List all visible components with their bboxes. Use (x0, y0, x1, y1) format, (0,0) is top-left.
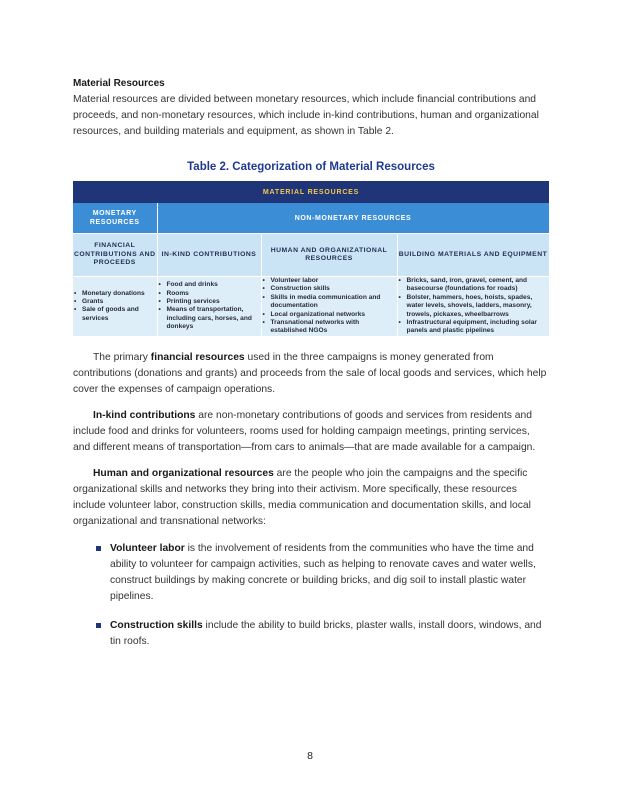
section-heading: Material Resources (73, 78, 165, 89)
list-item: • Means of transportation, including cars, horses, and donkeys (158, 306, 261, 331)
paragraph-term: In-kind contributions (93, 409, 196, 421)
paragraph-text: The primary (93, 351, 151, 363)
in-kind-list (158, 281, 261, 331)
paragraph-text: used in the three campaigns is money generated from contributions (donations and grants) and proceeds from the sale of local goods and services, which help cover the expenses of campaign operations. (73, 351, 547, 395)
list-item: • Volunteer labor (262, 277, 397, 285)
table-top-header: MATERIAL RESOURCES (73, 181, 549, 203)
bullet-term: Volunteer labor (110, 542, 185, 554)
list-item: • Rooms (158, 290, 261, 298)
list-item: • Transnational networks with established NGOs (262, 319, 397, 336)
column-header-in-kind: IN-KIND CONTRIBUTIONS (157, 234, 261, 277)
column-cell-financial (73, 277, 157, 336)
building-list (398, 277, 549, 336)
bullet-term: Construction skills (110, 619, 203, 631)
page-content (73, 78, 549, 663)
resource-bullet-list (73, 541, 549, 650)
list-item: • Skills in media communication and documentation (262, 294, 397, 311)
table-title: Table 2. Categorization of Material Resources (187, 161, 435, 173)
column-cell-human (261, 277, 397, 336)
paragraph-term: Human and organizational resources (93, 467, 274, 479)
bullet-text: include the ability to build bricks, plaster walls, install doors, windows, and tin roofs. (110, 619, 542, 647)
list-item: • Infrastructural equipment, including solar panels and plastic pipelines (398, 319, 549, 336)
square-bullet-icon (96, 546, 101, 551)
column-header-human: HUMAN AND ORGANIZATIONAL RESOURCES (261, 234, 397, 277)
list-item: • Local organizational networks (262, 311, 397, 319)
monetary-header: MONETARY RESOURCES (73, 203, 157, 234)
non-monetary-header: NON-MONETARY RESOURCES (157, 203, 549, 234)
list-item: • Monetary donations (73, 290, 157, 298)
list-item (73, 541, 549, 605)
list-item: • Grants (73, 298, 157, 306)
paragraph-in-kind (73, 408, 549, 456)
column-cell-building (397, 277, 549, 336)
list-item: • Printing services (158, 298, 261, 306)
paragraph-financial (73, 350, 549, 398)
list-item (73, 618, 549, 650)
paragraph-term: financial resources (150, 351, 245, 363)
column-cell-in-kind (157, 277, 261, 336)
human-list (262, 277, 397, 336)
list-item: • Food and drinks (158, 281, 261, 289)
column-header-financial: FINANCIAL CONTRIBUTIONS AND PROCEEDS (73, 234, 157, 277)
intro-paragraph: Material resources are divided between monetary resources, which include financial contributions and proceeds, and non-monetary resources, which include in-kind contributions, human and organizational resources, and building materials and equipment, as shown in Table 2. (73, 94, 539, 137)
financial-list (73, 290, 157, 324)
column-header-building: BUILDING MATERIALS AND EQUIPMENT (397, 234, 549, 277)
page-number: 8 (307, 750, 313, 762)
list-item: • Construction skills (262, 285, 397, 293)
list-item: • Sale of goods and services (73, 306, 157, 323)
paragraph-human (73, 466, 549, 530)
list-item: • Bolster, hammers, hoes, hoists, spades, water levels, shovels, ladders, masonry, trowels, pickaxes, wheelbarrows (398, 294, 549, 319)
material-resources-table (73, 181, 550, 336)
paragraph-text: are non-monetary contributions of goods and services from residents and include food and drinks for volunteers, rooms used for holding campaign meetings, printing services, and different means of transportation—from cars to animals—that are made available for a campaign. (73, 409, 536, 453)
list-item: • Bricks, sand, iron, gravel, cement, and basecourse (foundations for roads) (398, 277, 549, 294)
square-bullet-icon (96, 623, 101, 628)
bullet-text: is the involvement of residents from the communities who have the time and ability to volunteer for campaign activities, such as helping to renovate caves and water wells, construct buildings by making concrete or building bricks, and dig soil to install plastic water pipelines. (110, 542, 536, 602)
paragraph-text: are the people who join the campaigns and the specific organizational skills and networks they bring into their activism. More specifically, these resources include volunteer labor, construction skills, media communication and documentation skills, and local organizational and transnational networks: (73, 467, 531, 527)
